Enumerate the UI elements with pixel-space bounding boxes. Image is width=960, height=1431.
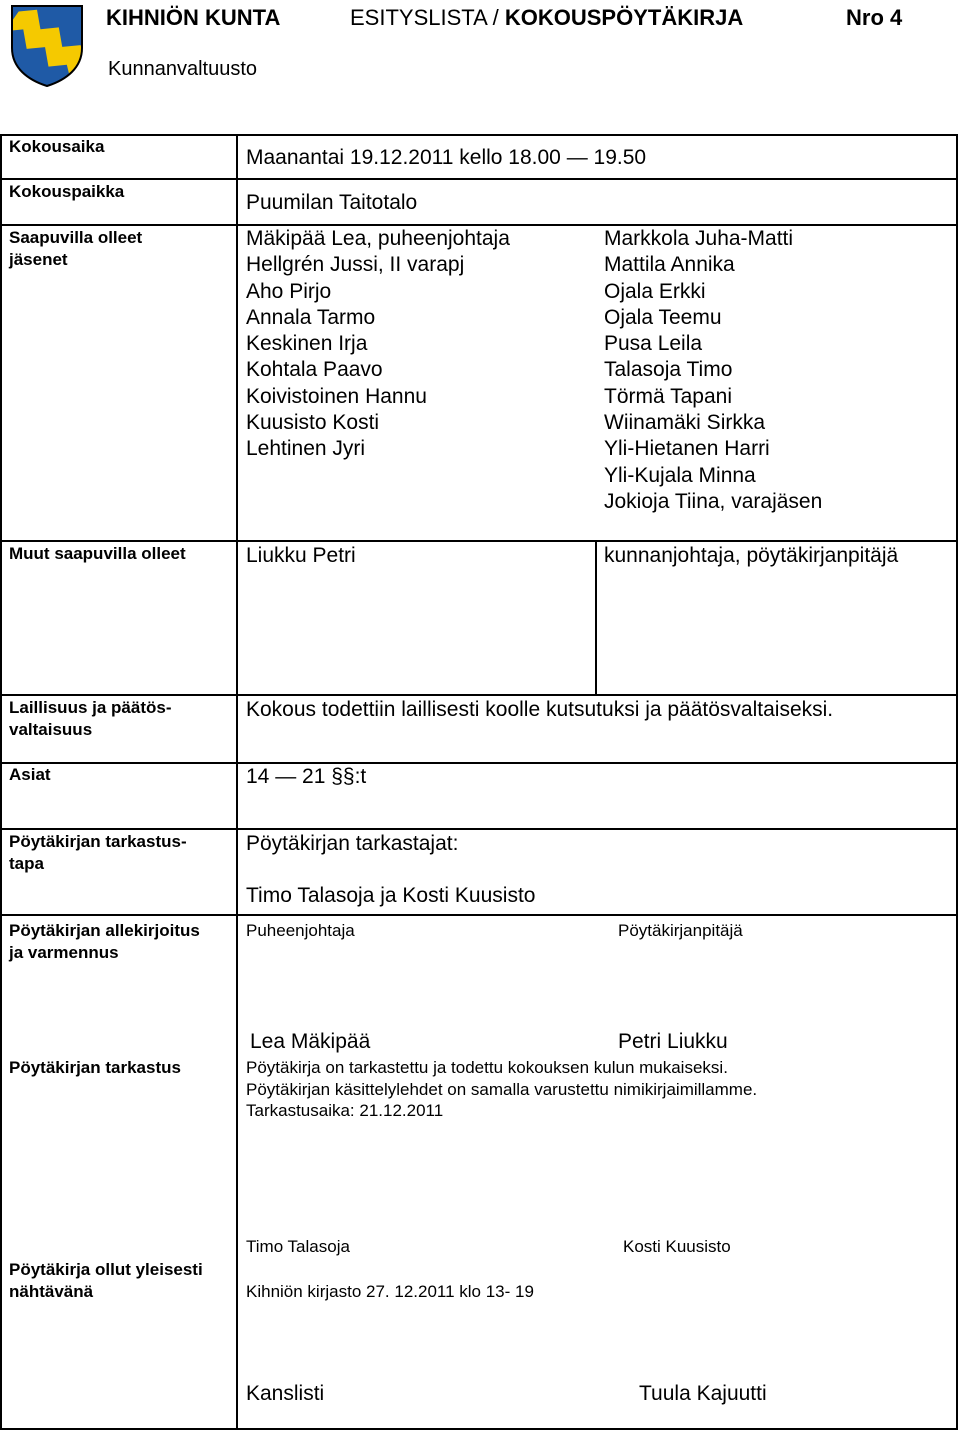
document-type-prefix: ESITYSLISTA / [350, 5, 505, 30]
signing-name-chair: Lea Mäkipää [250, 1030, 371, 1053]
list-item: Markkola Juha-Matti [604, 227, 794, 250]
signing-label-line2: ja varmennus [9, 943, 119, 962]
list-item: Ojala Erkki [604, 279, 706, 303]
coat-of-arms-logo [10, 4, 84, 88]
table-border-right [956, 134, 958, 1430]
members-list-col2 [604, 226, 822, 515]
others-name: Liukku Petri [246, 544, 356, 567]
inspection-method-label-line1: Pöytäkirjan tarkastus- [9, 832, 187, 851]
signing-name-secretary: Petri Liukku [618, 1030, 728, 1053]
list-item: Lehtinen Jyri [246, 437, 366, 461]
matters-value: 14 — 21 §§:t [246, 765, 367, 788]
others-label: Muut saapuvilla olleet [9, 544, 186, 563]
list-item: Yli-Kujala Minna [604, 463, 756, 487]
public-display-value: Kihniön kirjasto 27. 12.2011 klo 13- 19 [246, 1282, 534, 1301]
row-divider [0, 914, 958, 916]
public-display-signer-name: Tuula Kajuutti [639, 1382, 767, 1405]
meeting-time-label: Kokousaika [9, 137, 105, 156]
inspection-method-heading: Pöytäkirjan tarkastajat: [246, 832, 459, 855]
legality-label [9, 697, 172, 741]
document-type [350, 5, 743, 31]
members-label-line2: jäsenet [9, 250, 68, 269]
others-role: kunnanjohtaja, pöytäkirjanpitäjä [604, 544, 899, 567]
members-label-line1: Saapuvilla olleet [9, 228, 143, 247]
meeting-place-label: Kokouspaikka [9, 182, 125, 201]
inspection-label: Pöytäkirjan tarkastus [9, 1058, 181, 1077]
members-list-col1 [246, 226, 510, 463]
table-border-left [0, 134, 2, 1430]
signing-role-chair: Puheenjohtaja [246, 921, 355, 940]
public-display-label [9, 1259, 203, 1303]
signing-role-secretary: Pöytäkirjanpitäjä [618, 921, 743, 940]
row-divider [0, 762, 958, 764]
inspection-signer-2: Kosti Kuusisto [623, 1237, 731, 1256]
public-display-label-line1: Pöytäkirja ollut yleisesti [9, 1260, 203, 1279]
inspection-signer-1: Timo Talasoja [246, 1237, 350, 1256]
list-item: Keskinen Irja [246, 332, 368, 356]
inspection-method-label-line2: tapa [9, 854, 44, 873]
municipality-name: KIHNIÖN KUNTA [106, 5, 281, 30]
list-item: Törmä Tapani [604, 384, 733, 408]
list-item: Hellgrén Jussi, II varapj [246, 253, 465, 277]
list-item: Mattila Annika [604, 253, 735, 277]
list-item: Kohtala Paavo [246, 358, 383, 382]
list-item: Talasoja Timo [604, 358, 733, 382]
signing-label-line1: Pöytäkirjan allekirjoitus [9, 921, 200, 940]
inspection-method-names: Timo Talasoja ja Kosti Kuusisto [246, 884, 536, 907]
matters-label: Asiat [9, 765, 51, 784]
list-item: Aho Pirjo [246, 279, 332, 303]
legality-label-line2: valtaisuus [9, 720, 93, 739]
list-item: Wiinamäki Sirkka [604, 411, 766, 435]
list-item: Koivistoinen Hannu [246, 384, 427, 408]
column-divider [236, 134, 238, 1430]
public-display-label-line2: nähtävänä [9, 1282, 94, 1301]
meeting-place-value: Puumilan Taitotalo [246, 191, 418, 214]
members-label [9, 227, 142, 271]
table-border-top [0, 134, 958, 136]
row-divider [0, 540, 958, 542]
legality-value: Kokous todettiin laillisesti koolle kutsutuksi ja päätösvaltaiseksi. [246, 698, 834, 721]
list-item: Jokioja Tiina, varajäsen [604, 489, 823, 513]
list-item: Yli-Hietanen Harri [604, 437, 770, 461]
public-display-signer-role: Kanslisti [246, 1382, 325, 1405]
list-item: Pusa Leila [604, 332, 703, 356]
list-item: Ojala Teemu [604, 305, 722, 329]
organ-name: Kunnanvaltuusto [108, 58, 258, 80]
legality-label-line1: Laillisuus ja päätös- [9, 698, 172, 717]
table-border-bottom [0, 1428, 958, 1430]
signing-label [9, 920, 200, 964]
document-number: Nro 4 [846, 5, 903, 30]
column-divider [595, 540, 597, 694]
inspection-method-label [9, 831, 187, 875]
row-divider [0, 178, 958, 180]
inspection-line-1: Pöytäkirja on tarkastettu ja todettu kokouksen kulun mukaiseksi. [246, 1058, 728, 1077]
list-item: Mäkipää Lea, puheenjohtaja [246, 227, 510, 250]
inspection-line-2: Pöytäkirjan käsittelylehdet on samalla varustettu nimikirjaimillamme. [246, 1080, 758, 1099]
row-divider [0, 694, 958, 696]
inspection-line-3: Tarkastusaika: 21.12.2011 [246, 1101, 444, 1120]
meeting-time-value: Maanantai 19.12.2011 kello 18.00 — 19.50 [246, 146, 647, 169]
document-type-main: KOKOUSPÖYTÄKIRJA [504, 5, 744, 30]
list-item: Kuusisto Kosti [246, 411, 380, 435]
list-item: Annala Tarmo [246, 305, 376, 329]
row-divider [0, 828, 958, 830]
